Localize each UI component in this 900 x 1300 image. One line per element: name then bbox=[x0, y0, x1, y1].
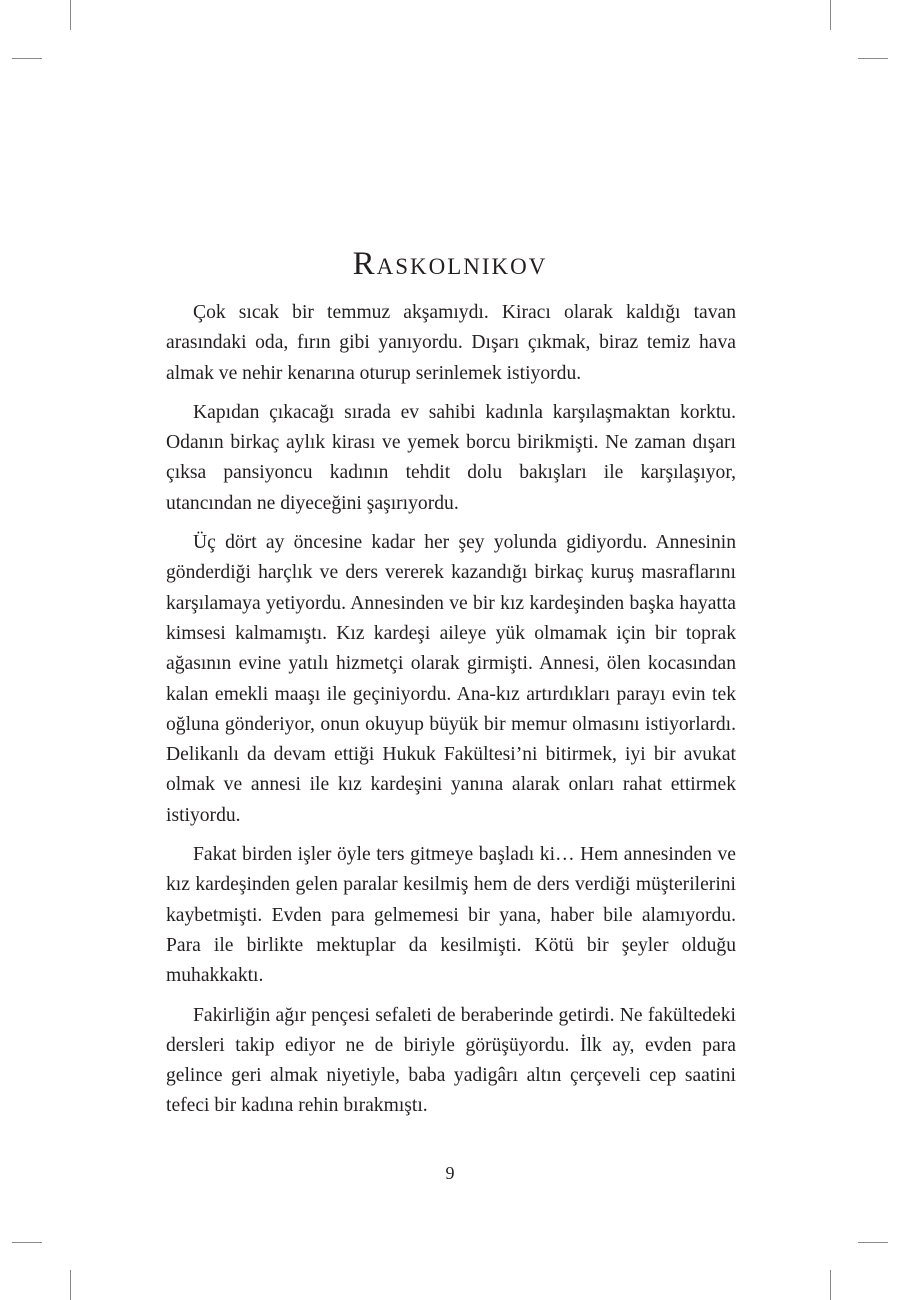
crop-mark-top-left bbox=[70, 0, 71, 30]
paragraph: Üç dört ay öncesine kadar her şey yolunda gidiyordu. Annesinin gönderdiği harçlık ve ders vererek kazandığı birkaç kuruş masraflarını karşılamaya yetiyordu. Annesinden ve bir kız kardeşinden başka hayatta kimsesi kalmamıştı. Kız kardeşi aileye yük olmamak için bir toprak ağasının evine yatılı hizmetçi olarak girmişti. Annesi, ölen kocasından kalan emekli maaşı ile geçiniyordu. Ana-kız artırdıkları parayı evin tek oğluna gönderiyor, onun okuyup büyük bir memur olmasını istiyorlardı. Delikanlı da devam ettiği Hukuk Fakültesi’ni bitirmek, iyi bir avukat olmak ve annesi ile kız kardeşini yanına alarak onları rahat ettirmek istiyordu. bbox=[166, 532, 736, 826]
crop-mark-left-bottom bbox=[12, 1242, 42, 1243]
crop-mark-top-right bbox=[830, 0, 831, 30]
chapter-title: Raskolnikov bbox=[352, 246, 548, 282]
crop-mark-right-bottom bbox=[858, 1242, 888, 1243]
chapter-body bbox=[166, 298, 736, 1131]
crop-mark-right-top bbox=[858, 58, 888, 59]
paragraph: Fakirliğin ağır pençesi sefaleti de beraberinde getirdi. Ne fakültedeki dersleri takip ediyor ne de biriyle görüşüyordu. İlk ay, evden para gelince geri almak niyetiyle, baba yadigârı altın çerçeveli cep saatini tefeci bir kadına rehin bırakmıştı. bbox=[166, 1004, 736, 1117]
paragraph: Çok sıcak bir temmuz akşamıydı. Kiracı olarak kaldığı tavan arasındaki oda, fırın gibi yanıyordu. Dışarı çıkmak, biraz temiz hava almak ve nehir kenarına oturup serinlemek istiyordu. bbox=[166, 302, 736, 384]
crop-mark-left-top bbox=[12, 58, 42, 59]
crop-mark-bottom-left bbox=[70, 1270, 71, 1300]
paragraph: Kapıdan çıkacağı sırada ev sahibi kadınla karşılaşmaktan korktu. Odanın birkaç aylık kirası ve yemek borcu birikmişti. Ne zaman dışarı çıksa pansiyoncu kadının tehdit dolu bakışları ile karşılaşıyor, utancından ne diyeceğini şaşırıyordu. bbox=[166, 401, 736, 514]
page-number: 9 bbox=[445, 1163, 455, 1183]
crop-mark-bottom-right bbox=[830, 1270, 831, 1300]
paragraph: Fakat birden işler öyle ters gitmeye başladı ki… Hem annesinden ve kız kardeşinden gelen paralar kesilmiş hem de ders verdiği müşterilerini kaybetmişti. Evden para gelmemesi bir yana, haber bile alamıyordu. Para ile birlikte mektuplar da kesilmişti. Kötü bir şeyler olduğu muhakkaktı. bbox=[166, 844, 736, 987]
